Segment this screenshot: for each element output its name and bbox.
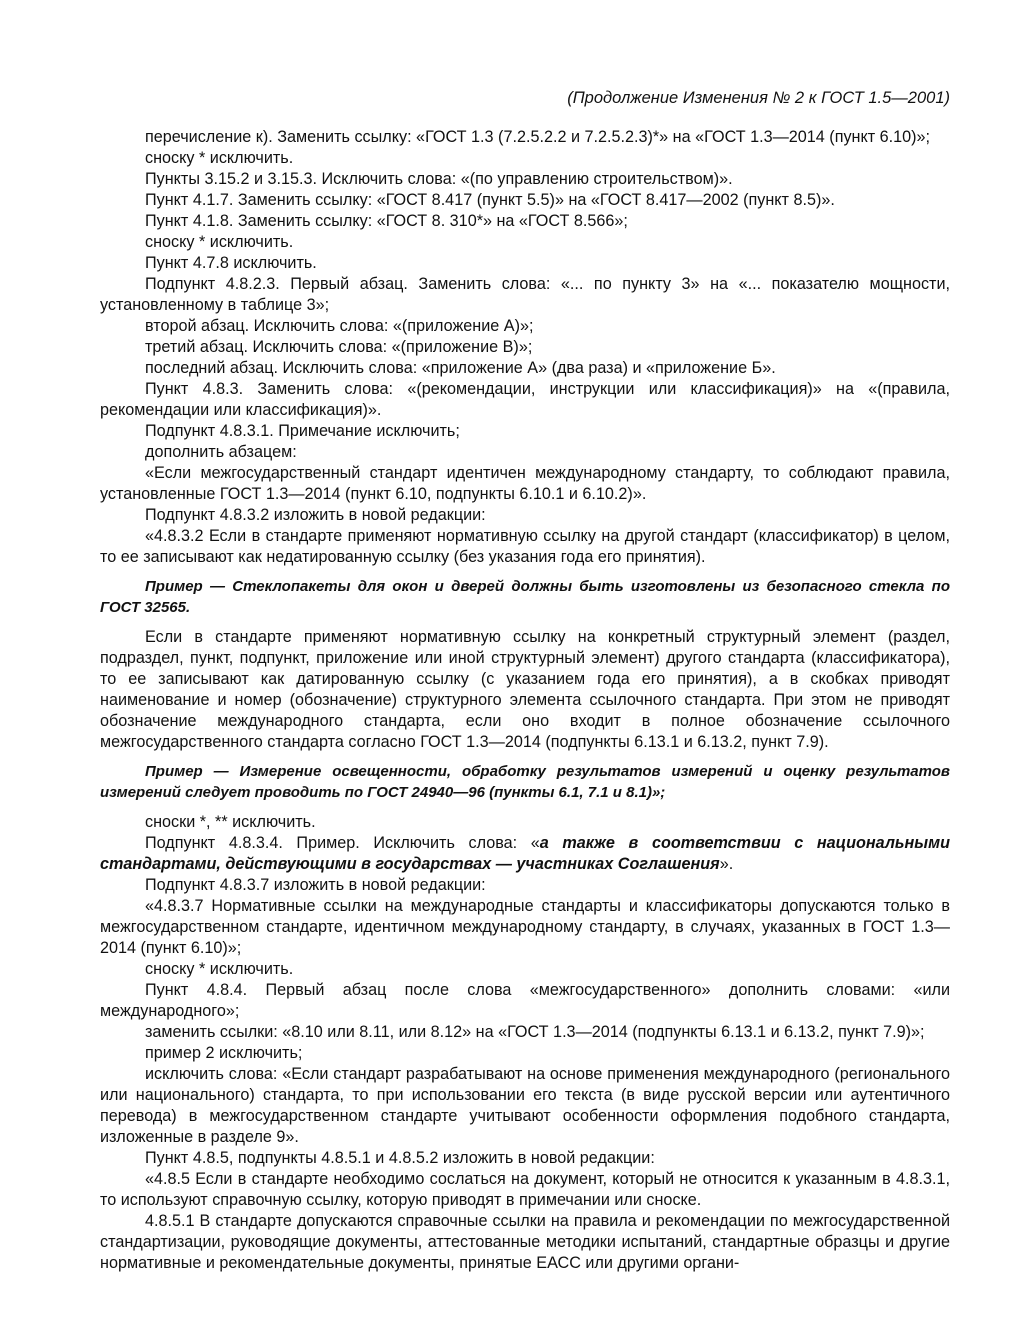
paragraph: «4.8.3.7 Нормативные ссылки на международные стандарты и классификаторы допускаются только в межгосударственном стандарте, идентичном международному стандарту, в случаях, указанных в ГОСТ 1.3—2014 (пункт 6.10)»; — [100, 897, 950, 957]
paragraph: Пункты 3.15.2 и 3.15.3. Исключить слова: «(по управлению строительством)». — [145, 170, 733, 188]
paragraph: сноску * исключить. — [145, 960, 294, 978]
paragraph: Пункт 4.1.7. Заменить ссылку: «ГОСТ 8.417 (пункт 5.5)» на «ГОСТ 8.417—2002 (пункт 8.5)». — [145, 191, 835, 209]
paragraph: второй абзац. Исключить слова: «(приложение А)»; — [145, 317, 534, 335]
paragraph: последний абзац. Исключить слова: «приложение А» (два раза) и «приложение Б». — [145, 359, 776, 377]
paragraph: перечисление к). Заменить ссылку: «ГОСТ 1.3 (7.2.5.2.2 и 7.2.5.2.3)*» на «ГОСТ 1.3—2014 (пункт 6.10)»; — [145, 128, 931, 146]
paragraph: дополнить абзацем: — [145, 443, 297, 461]
paragraph: 4.8.5.1 В стандарте допускаются справочные ссылки на правила и рекомендации по межгосударственной стандартизации, руководящие документы, аттестованные методики испытаний, стандартные образцы и другие нормативные и рекомендательные документы, принятые ЕАСС или другими органи- — [100, 1212, 950, 1272]
paragraph: «4.8.5 Если в стандарте необходимо сослаться на документ, который не относится к указанным в 4.8.3.1, то используют справочную ссылку, которую приводят в примечании или сноске. — [100, 1170, 950, 1209]
paragraph: исключить слова: «Если стандарт разрабатывают на основе применения международного (регионального или национального) стандарта, то при использовании его текста (в виде русской версии или аутентичного перевода) в межгосударственном стандарте учитывают особенности оформления подобного стандарта, изложенные в разделе 9». — [100, 1065, 950, 1146]
paragraph: заменить ссылки: «8.10 или 8.11, или 8.12» на «ГОСТ 1.3—2014 (подпункты 6.13.1 и 6.13.2, пункт 7.9)»; — [145, 1023, 925, 1041]
paragraph: Пункт 4.8.5, подпункты 4.8.5.1 и 4.8.5.2 изложить в новой редакции: — [145, 1149, 655, 1167]
paragraph: Пункт 4.8.3. Заменить слова: «(рекомендации, инструкции или классификация)» на «(правила, рекомендации или классификация)». — [100, 380, 950, 419]
paragraph: Пункт 4.1.8. Заменить ссылку: «ГОСТ 8. 310*» на «ГОСТ 8.566»; — [145, 212, 628, 230]
document-page — [100, 88, 950, 1274]
paragraph: Подпункт 4.8.3.1. Примечание исключить; — [145, 422, 460, 440]
paragraph: пример 2 исключить; — [145, 1044, 303, 1062]
paragraph: сноску * исключить. — [145, 233, 294, 251]
paragraph: Подпункт 4.8.3.2 изложить в новой редакции: — [145, 506, 486, 524]
paragraph: «Если межгосударственный стандарт идентичен международному стандарту, то соблюдают правила, установленные ГОСТ 1.3—2014 (пункт 6.10, подпункты 6.10.1 и 6.10.2)». — [100, 464, 950, 503]
paragraph: сноски *, ** исключить. — [145, 813, 316, 831]
paragraph-4834 — [100, 833, 950, 875]
paragraph: Пункт 4.7.8 исключить. — [145, 254, 317, 272]
paragraph: Подпункт 4.8.2.3. Первый абзац. Заменить слова: «... по пункту 3» на «... показателю мощности, установленному в таблице 3»; — [100, 275, 950, 314]
example-2: Пример — Измерение освещенности, обработку результатов измерений и оценку результатов измерений следует проводить по ГОСТ 24940—96 (пункты 6.1, 7.1 и 8.1)»; — [100, 763, 950, 801]
paragraph-mid: Если в стандарте применяют нормативную ссылку на конкретный структурный элемент (раздел, подраздел, пункт, подпункт, приложение или иной структурный элемент) другого стандарта (классификатора), то ее записывают как датированную ссылку (с указанием года его принятия), а в скобках приводят наименование и номер (обозначение) структурного элемента ссылочного стандарта. При этом не приводят обозначение международного стандарта, если оно входит в полное обозначение ссылочного межгосударственного стандарта согласно ГОСТ 1.3—2014 (подпункты 6.13.1 и 6.13.2, пункт 7.9). — [100, 628, 950, 751]
text-before: Подпункт 4.8.3.4. Пример. Исключить слова: « — [145, 834, 540, 852]
text-after: ». — [719, 855, 734, 873]
paragraph: Подпункт 4.8.3.7 изложить в новой редакции: — [145, 876, 486, 894]
paragraph: Пункт 4.8.4. Первый абзац после слова «межгосударственного» дополнить словами: «или международного»; — [100, 981, 950, 1020]
emphasized-text: а также в соответствии с национальными стандартами, действующими в государствах — участниках Соглашения — [100, 834, 950, 873]
page-header: (Продолжение Изменения № 2 к ГОСТ 1.5—2001) — [567, 89, 950, 107]
paragraph: третий абзац. Исключить слова: «(приложение В)»; — [145, 338, 533, 356]
example-1: Пример — Стеклопакеты для окон и дверей должны быть изготовлены из безопасного стекла по ГОСТ 32565. — [100, 578, 950, 616]
paragraph: сноску * исключить. — [145, 149, 294, 167]
paragraph: «4.8.3.2 Если в стандарте применяют нормативную ссылку на другой стандарт (классификатор) в целом, то ее записывают как недатированную ссылку (без указания года его принятия). — [100, 527, 950, 566]
